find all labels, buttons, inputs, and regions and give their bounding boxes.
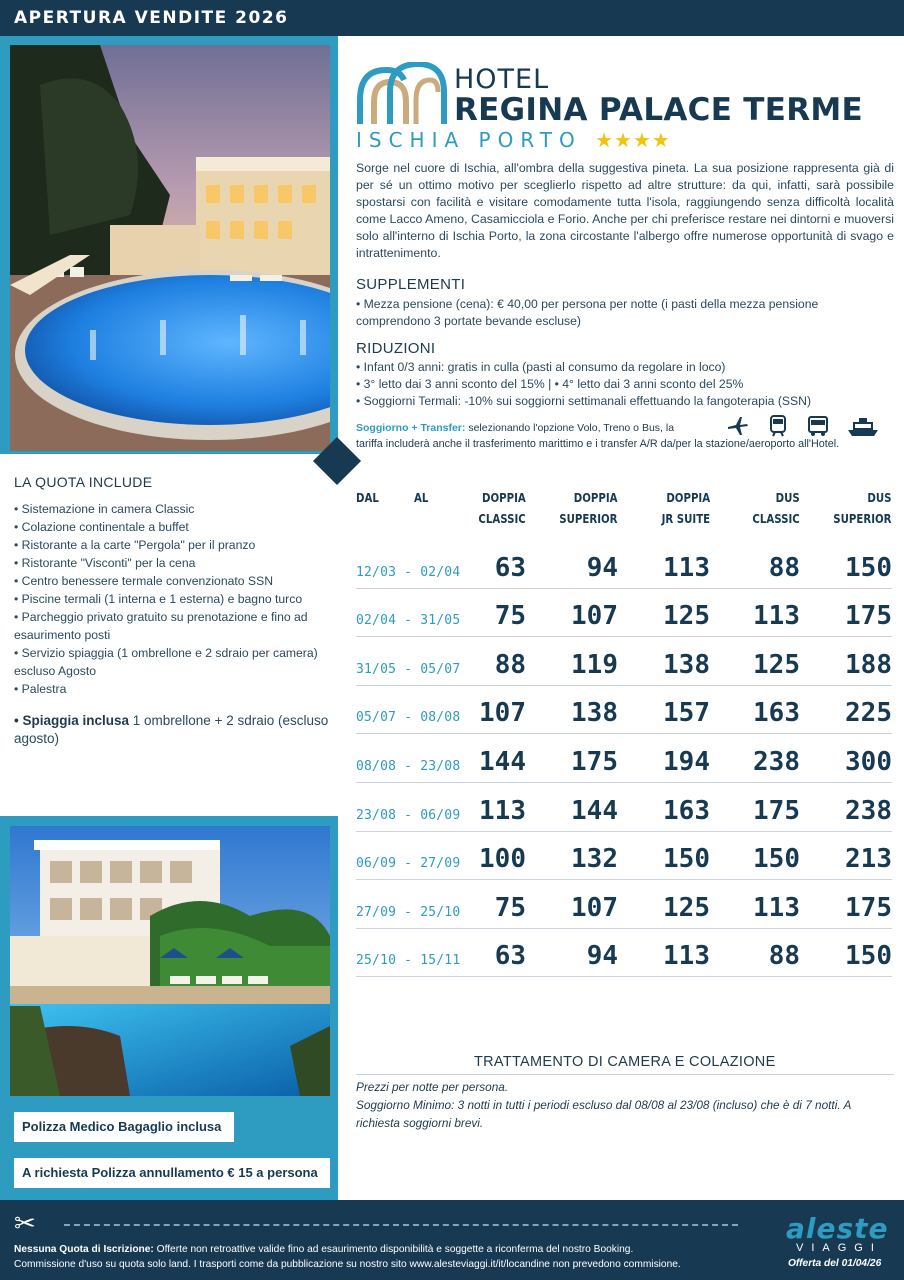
table-row bbox=[356, 832, 892, 881]
table-row bbox=[356, 929, 892, 978]
price-cell: 300 bbox=[845, 746, 892, 777]
table-row bbox=[356, 734, 892, 783]
list-item: • Sistemazione in camera Classic bbox=[14, 500, 330, 518]
list-item: • Servizio spiaggia (1 ombrellone e 2 sdraio per camera) escluso Agosto bbox=[14, 644, 330, 680]
price-table bbox=[356, 488, 892, 977]
hotel-word: HOTEL bbox=[454, 64, 550, 95]
page-title: APERTURA VENDITE 2026 bbox=[14, 8, 289, 28]
brand-subtitle: VIAGGI bbox=[796, 1242, 882, 1254]
photo-frame-bottom bbox=[0, 816, 338, 1200]
price-cell: 75 bbox=[494, 601, 526, 632]
period-cell: 05/07 - 08/08 bbox=[356, 710, 461, 726]
header-dus-classic: DUS CLASSIC bbox=[752, 491, 800, 526]
table-body bbox=[356, 540, 892, 977]
price-cell: 225 bbox=[845, 698, 892, 729]
header-dus-superior: DUS SUPERIOR bbox=[833, 491, 892, 526]
transport-icons bbox=[726, 414, 880, 438]
price-cell: 107 bbox=[571, 601, 618, 632]
period-cell: 02/04 - 31/05 bbox=[356, 613, 461, 629]
price-cell: 175 bbox=[753, 795, 800, 826]
right-column bbox=[338, 36, 904, 1200]
price-cell: 88 bbox=[494, 649, 526, 680]
list-item: • Colazione continentale a buffet bbox=[14, 518, 330, 536]
hotel-pool-day-photo bbox=[10, 826, 330, 1096]
transfer-text-2: tariffa includerà anche il trasferimento marittimo e i transfer A/R da/per la stazione/aeroporto all'Hotel. bbox=[356, 438, 840, 450]
price-cell: 100 bbox=[479, 844, 526, 875]
period-cell: 12/03 - 02/04 bbox=[356, 564, 461, 580]
price-cell: 63 bbox=[494, 552, 526, 583]
price-cell: 150 bbox=[845, 552, 892, 583]
table-row bbox=[356, 783, 892, 832]
price-cell: 132 bbox=[571, 844, 618, 875]
table-header bbox=[356, 488, 892, 540]
period-cell: 27/09 - 25/10 bbox=[356, 904, 461, 920]
price-cell: 144 bbox=[479, 746, 526, 777]
hotel-pool-night-photo bbox=[10, 45, 330, 451]
price-cell: 88 bbox=[768, 941, 800, 972]
insurance-badge: Polizza Medico Bagaglio inclusa bbox=[14, 1112, 234, 1142]
cancellation-insurance-badge: A richiesta Polizza annullamento € 15 a persona bbox=[14, 1158, 330, 1188]
price-cell: 238 bbox=[845, 795, 892, 826]
price-cell: 113 bbox=[663, 941, 710, 972]
price-cell: 175 bbox=[845, 892, 892, 923]
price-cell: 125 bbox=[663, 892, 710, 923]
price-cell: 94 bbox=[586, 941, 618, 972]
reduction-item: • 3° letto dai 3 anni sconto del 15% | • 4° letto dai 3 anni sconto del 25% bbox=[356, 377, 744, 391]
price-cell: 213 bbox=[845, 844, 892, 875]
footer-line-1: Offerte non retroattive valide fino ad esaurimento disponibilità e soggette a riconferma del nostro Booking. bbox=[153, 1244, 634, 1255]
list-item: • Ristorante "Visconti" per la cena bbox=[14, 554, 330, 572]
price-cell: 113 bbox=[753, 892, 800, 923]
price-cell: 125 bbox=[663, 601, 710, 632]
period-cell: 06/09 - 27/09 bbox=[356, 856, 461, 872]
table-row bbox=[356, 880, 892, 929]
price-cell: 188 bbox=[845, 649, 892, 680]
bus-icon bbox=[806, 414, 830, 438]
scissors-icon: ✂ bbox=[14, 1208, 36, 1238]
transfer-label: Soggiorno + Transfer: bbox=[356, 422, 466, 434]
location-text: ISCHIA PORTO bbox=[356, 128, 582, 152]
left-column bbox=[0, 36, 338, 1200]
price-cell: 88 bbox=[768, 552, 800, 583]
hotel-location bbox=[356, 128, 671, 152]
beach-detail: 1 ombrellone + 2 sdraio (escluso agosto) bbox=[14, 713, 329, 746]
header-dal: DAL bbox=[356, 491, 379, 505]
header-bar bbox=[0, 0, 904, 36]
price-cell: 157 bbox=[663, 698, 710, 729]
plane-icon bbox=[726, 414, 750, 438]
price-cell: 150 bbox=[663, 844, 710, 875]
price-cell: 75 bbox=[494, 892, 526, 923]
price-cell: 107 bbox=[479, 698, 526, 729]
list-item: • Parcheggio privato gratuito su prenotazione e fino ad esaurimento posti bbox=[14, 608, 330, 644]
period-cell: 25/10 - 15/11 bbox=[356, 953, 461, 969]
price-cell: 119 bbox=[571, 649, 618, 680]
price-cell: 144 bbox=[571, 795, 618, 826]
price-cell: 113 bbox=[753, 601, 800, 632]
beach-label: • Spiaggia inclusa bbox=[14, 713, 130, 728]
price-cell: 238 bbox=[753, 746, 800, 777]
brand-logo: aleste bbox=[786, 1212, 889, 1245]
footer-line-2: Commissione d'uso su quota solo land. I trasporti come da pubblicazione su nostro sito www.alesteviaggi.it/it/locandine non prevedono commisione. bbox=[14, 1259, 681, 1270]
supplements-text: • Mezza pensione (cena): € 40,00 per persona per notte (i pasti della mezza pensione comprendono 3 portate bevande escluse) bbox=[356, 297, 819, 328]
footer-bold: Nessuna Quota di Iscrizione: bbox=[14, 1244, 154, 1255]
footer-text bbox=[14, 1242, 754, 1272]
reductions-title: RIDUZIONI bbox=[356, 340, 436, 357]
price-cell: 150 bbox=[845, 941, 892, 972]
offer-date: Offerta del 01/04/26 bbox=[788, 1258, 882, 1269]
list-item: • Piscine termali (1 interna e 1 esterna) e bagno turco bbox=[14, 590, 330, 608]
treatment-note: Soggiorno Minimo: 3 notti in tutti i periodi escluso dal 08/08 al 23/08 (incluso) che è di 7 notti. A richiesta soggiorni brevi. bbox=[356, 1098, 851, 1130]
price-cell: 163 bbox=[753, 698, 800, 729]
price-cell: 63 bbox=[494, 941, 526, 972]
footer bbox=[0, 1200, 904, 1280]
ship-icon bbox=[846, 414, 880, 438]
price-cell: 113 bbox=[663, 552, 710, 583]
header-doppia-classic: DOPPIA CLASSIC bbox=[478, 491, 526, 526]
price-cell: 150 bbox=[753, 844, 800, 875]
hotel-description: Sorge nel cuore di Ischia, all'ombra della suggestiva pineta. La sua posizione rappresenta già di per sé un ottimo motivo per sceglierlo rispetto ad altre strutture: da qui, infatti, sarà possibile spostarsi con facilità e visitare comodamente tutta l'isola, raggiungendo senza difficoltà località come Lacco Ameno, Casamicciola e Forio. Anche per chi preferisce restare nei dintorni e muoversi solo all'interno di Ischia Porto, la zona circostante l'albergo offre numerose opportunità di svago e intrattenimento. bbox=[356, 161, 894, 260]
train-icon bbox=[766, 414, 790, 438]
hotel-name: REGINA PALACE TERME bbox=[454, 92, 864, 128]
beach-included bbox=[14, 712, 330, 748]
includes-section bbox=[14, 474, 330, 748]
price-cell: 113 bbox=[479, 795, 526, 826]
includes-list bbox=[14, 500, 330, 698]
list-item: • Palestra bbox=[14, 680, 330, 698]
price-cell: 175 bbox=[845, 601, 892, 632]
price-cell: 125 bbox=[753, 649, 800, 680]
star-rating-icon: ★★★★ bbox=[595, 128, 671, 152]
cut-line bbox=[64, 1224, 738, 1226]
price-cell: 94 bbox=[586, 552, 618, 583]
header-doppia-superior: DOPPIA SUPERIOR bbox=[559, 491, 618, 526]
transfer-text: selezionando l'opzione Volo, Treno o Bus, la bbox=[468, 422, 675, 434]
supplements-title: SUPPLEMENTI bbox=[356, 276, 466, 293]
price-cell: 138 bbox=[663, 649, 710, 680]
list-item: • Ristorante a la carte "Pergola" per il pranzo bbox=[14, 536, 330, 554]
price-cell: 138 bbox=[571, 698, 618, 729]
transfer-info bbox=[356, 420, 756, 437]
price-cell: 194 bbox=[663, 746, 710, 777]
period-cell: 23/08 - 06/09 bbox=[356, 807, 461, 823]
reduction-item: • Soggiorni Termali: -10% sui soggiorni settimanali effettuando la fangoterapia (SSN) bbox=[356, 394, 812, 408]
photo-frame-top bbox=[0, 36, 338, 454]
table-row bbox=[356, 686, 892, 735]
table-row bbox=[356, 637, 892, 686]
includes-title: LA QUOTA INCLUDE bbox=[14, 474, 153, 490]
period-cell: 31/05 - 05/07 bbox=[356, 661, 461, 677]
treatment-title: TRATTAMENTO DI CAMERA E COLAZIONE bbox=[474, 1054, 776, 1070]
table-row bbox=[356, 540, 892, 589]
divider bbox=[356, 1074, 894, 1075]
reduction-item: • Infant 0/3 anni: gratis in culla (pasti al consumo da regolare in loco) bbox=[356, 360, 726, 374]
price-cell: 175 bbox=[571, 746, 618, 777]
price-cell: 107 bbox=[571, 892, 618, 923]
table-row bbox=[356, 589, 892, 638]
price-cell: 163 bbox=[663, 795, 710, 826]
treatment-note: Prezzi per notte per persona. bbox=[356, 1080, 509, 1094]
treatment-notes bbox=[356, 1078, 886, 1132]
hotel-logo-icon bbox=[356, 62, 448, 126]
header-doppia-jr-suite: DOPPIA JR SUITE bbox=[661, 491, 710, 526]
header-al: AL bbox=[414, 491, 429, 505]
period-cell: 08/08 - 23/08 bbox=[356, 758, 461, 774]
list-item: • Centro benessere termale convenzionato SSN bbox=[14, 572, 330, 590]
